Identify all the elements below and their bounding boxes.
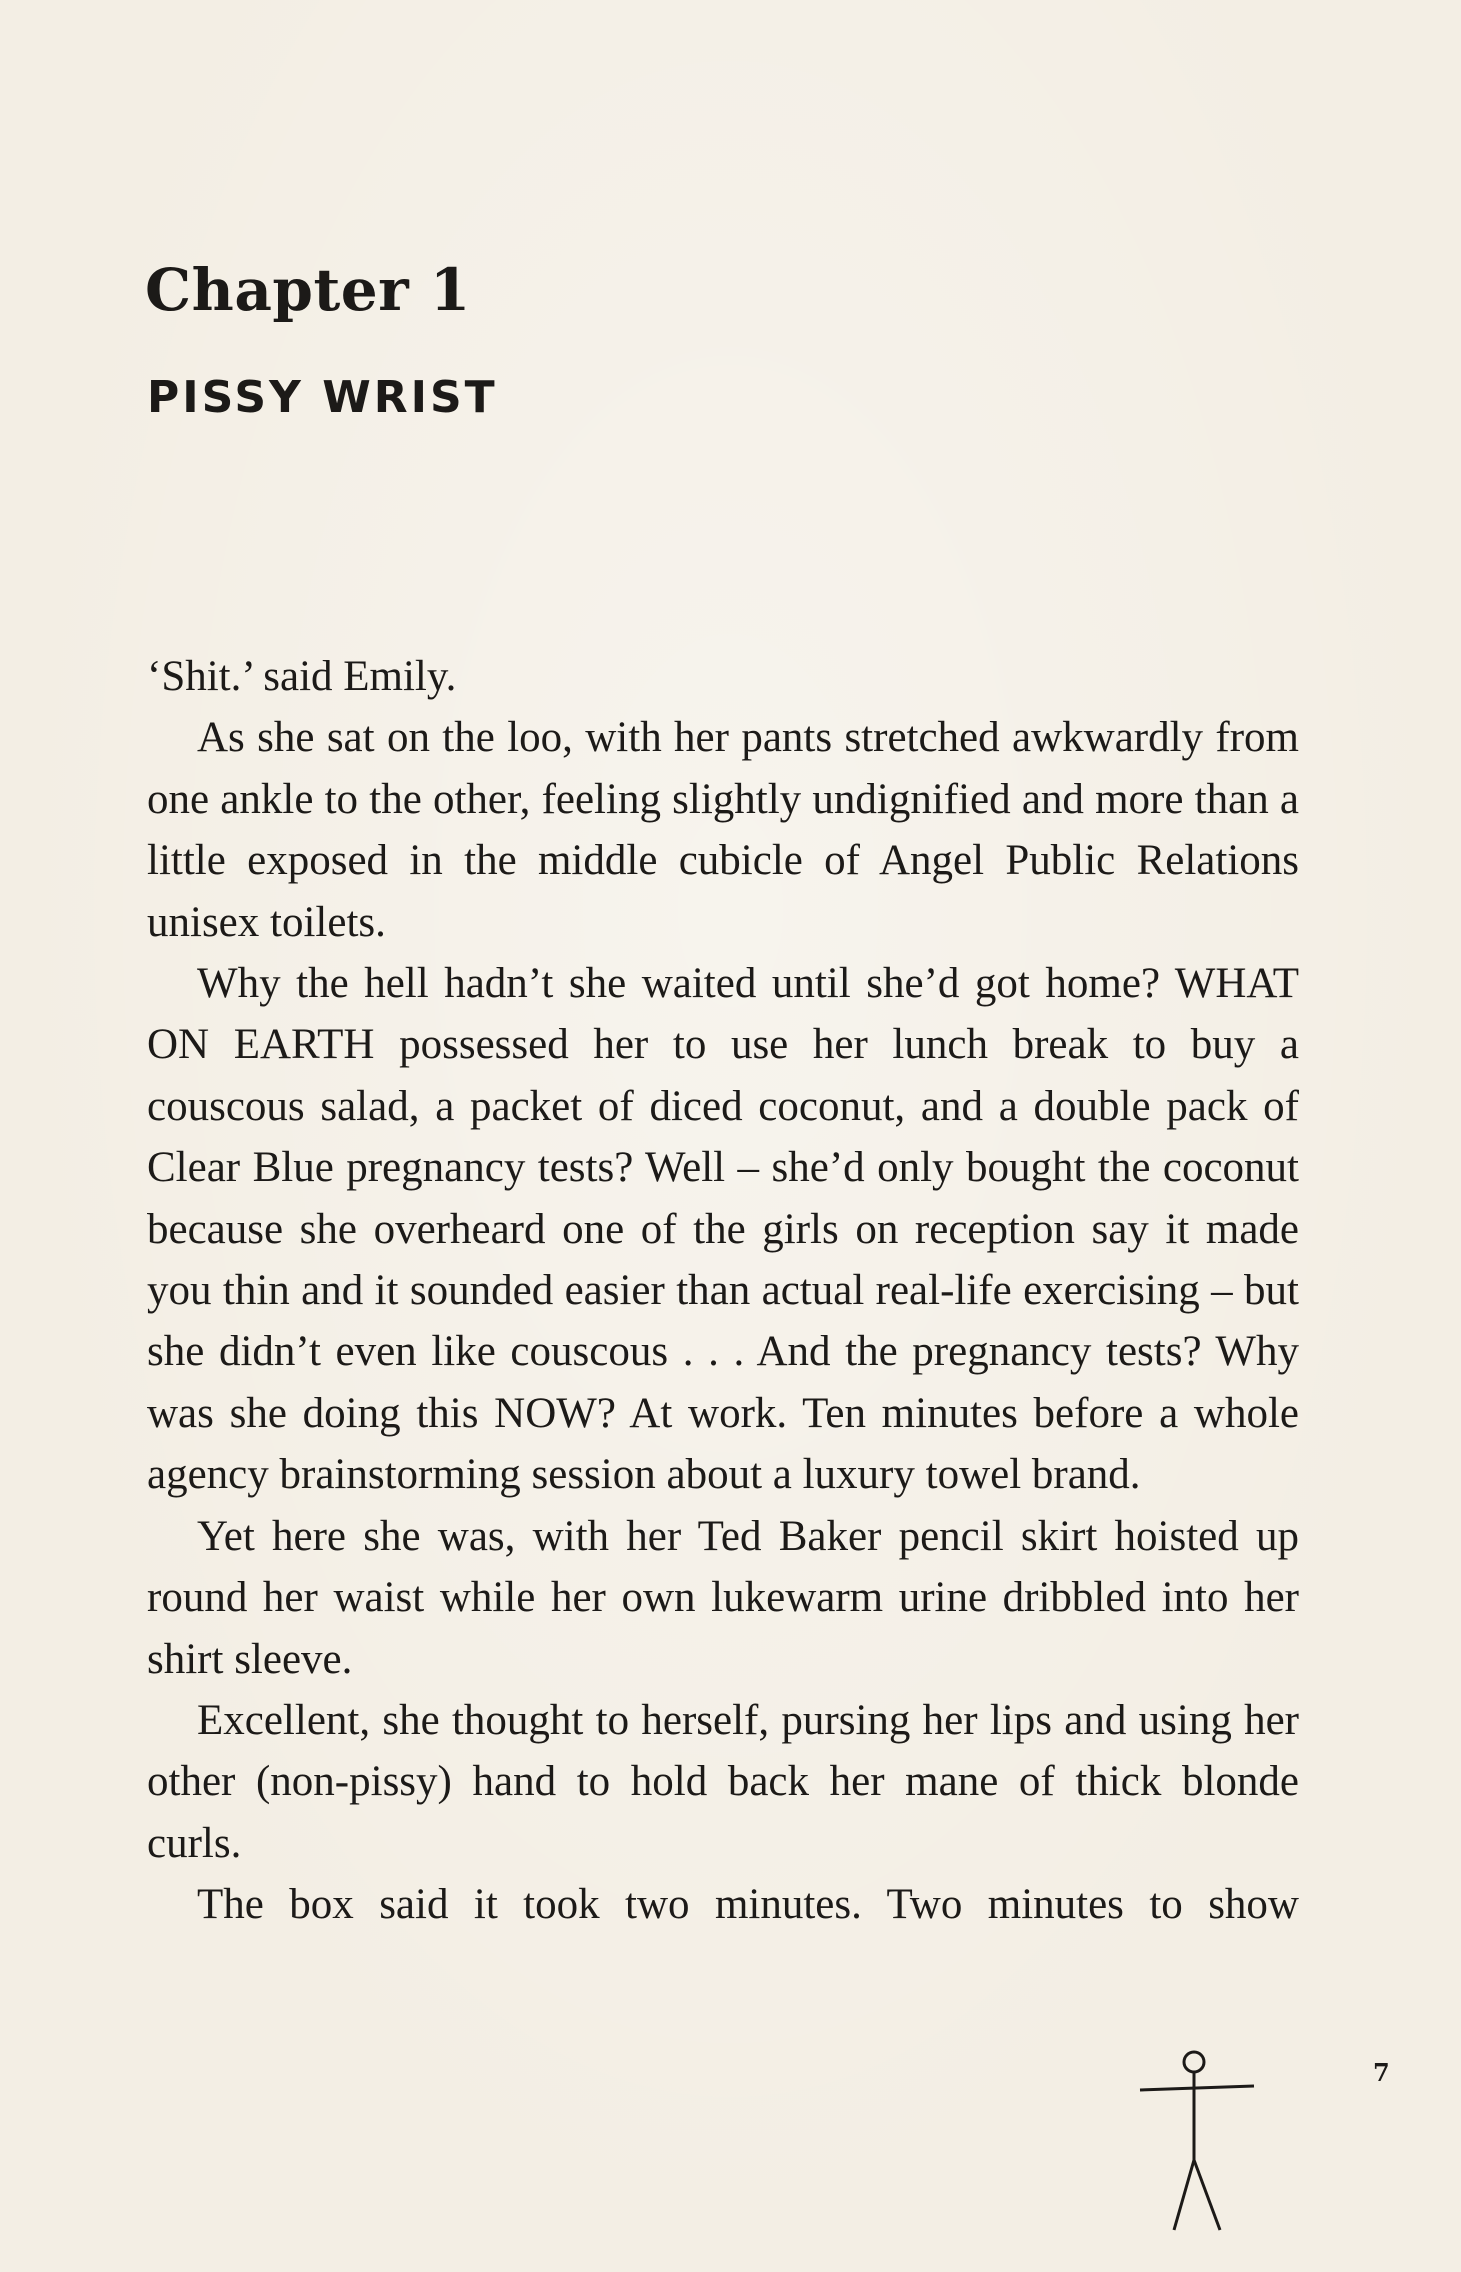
stick-figure-icon [1130,2040,1260,2250]
paragraph: Excellent, she thought to herself, pursing her lips and using her other (non-pissy) hand to hold back her mane of thick blonde curls. [147,1696,1299,1867]
paragraph: The box said it took two minutes. Two minutes to show [197,1881,1299,1929]
paragraph: Yet here she was, with her Ted Baker pencil skirt hoisted up round her waist while her own lukewarm urine dribbled into her shirt sleeve. [147,1512,1299,1683]
chapter-body [147,646,1299,1936]
paragraph: As she sat on the loo, with her pants stretched awkwardly from one ankle to the other, feeling slightly undignified and more than a little exposed in the middle cubicle of Angel Public Relations unisex toilets. [147,714,1299,946]
paragraph: Why the hell hadn’t she waited until she’d got home? WHAT ON EARTH possessed her to use her lunch break to buy a couscous salad, a packet of diced coconut, and a double pack of Clear Blue pregnancy tests? Well – she’d only bought the coconut because she overheard one of the girls on reception say it made you thin and it sounded easier than actual real-life exercising – but she didn’t even like couscous . . . And the pregnancy tests? Why was she doing this NOW? At work. Ten minutes before a whole agency brainstorming session about a luxury towel brand. [147,960,1299,1499]
chapter-title: PISSY WRIST [147,372,498,423]
chapter-number: Chapter 1 [145,256,471,324]
page-number: 7 [1373,2058,1390,2087]
paragraph: ‘Shit.’ said Emily. [147,653,457,700]
